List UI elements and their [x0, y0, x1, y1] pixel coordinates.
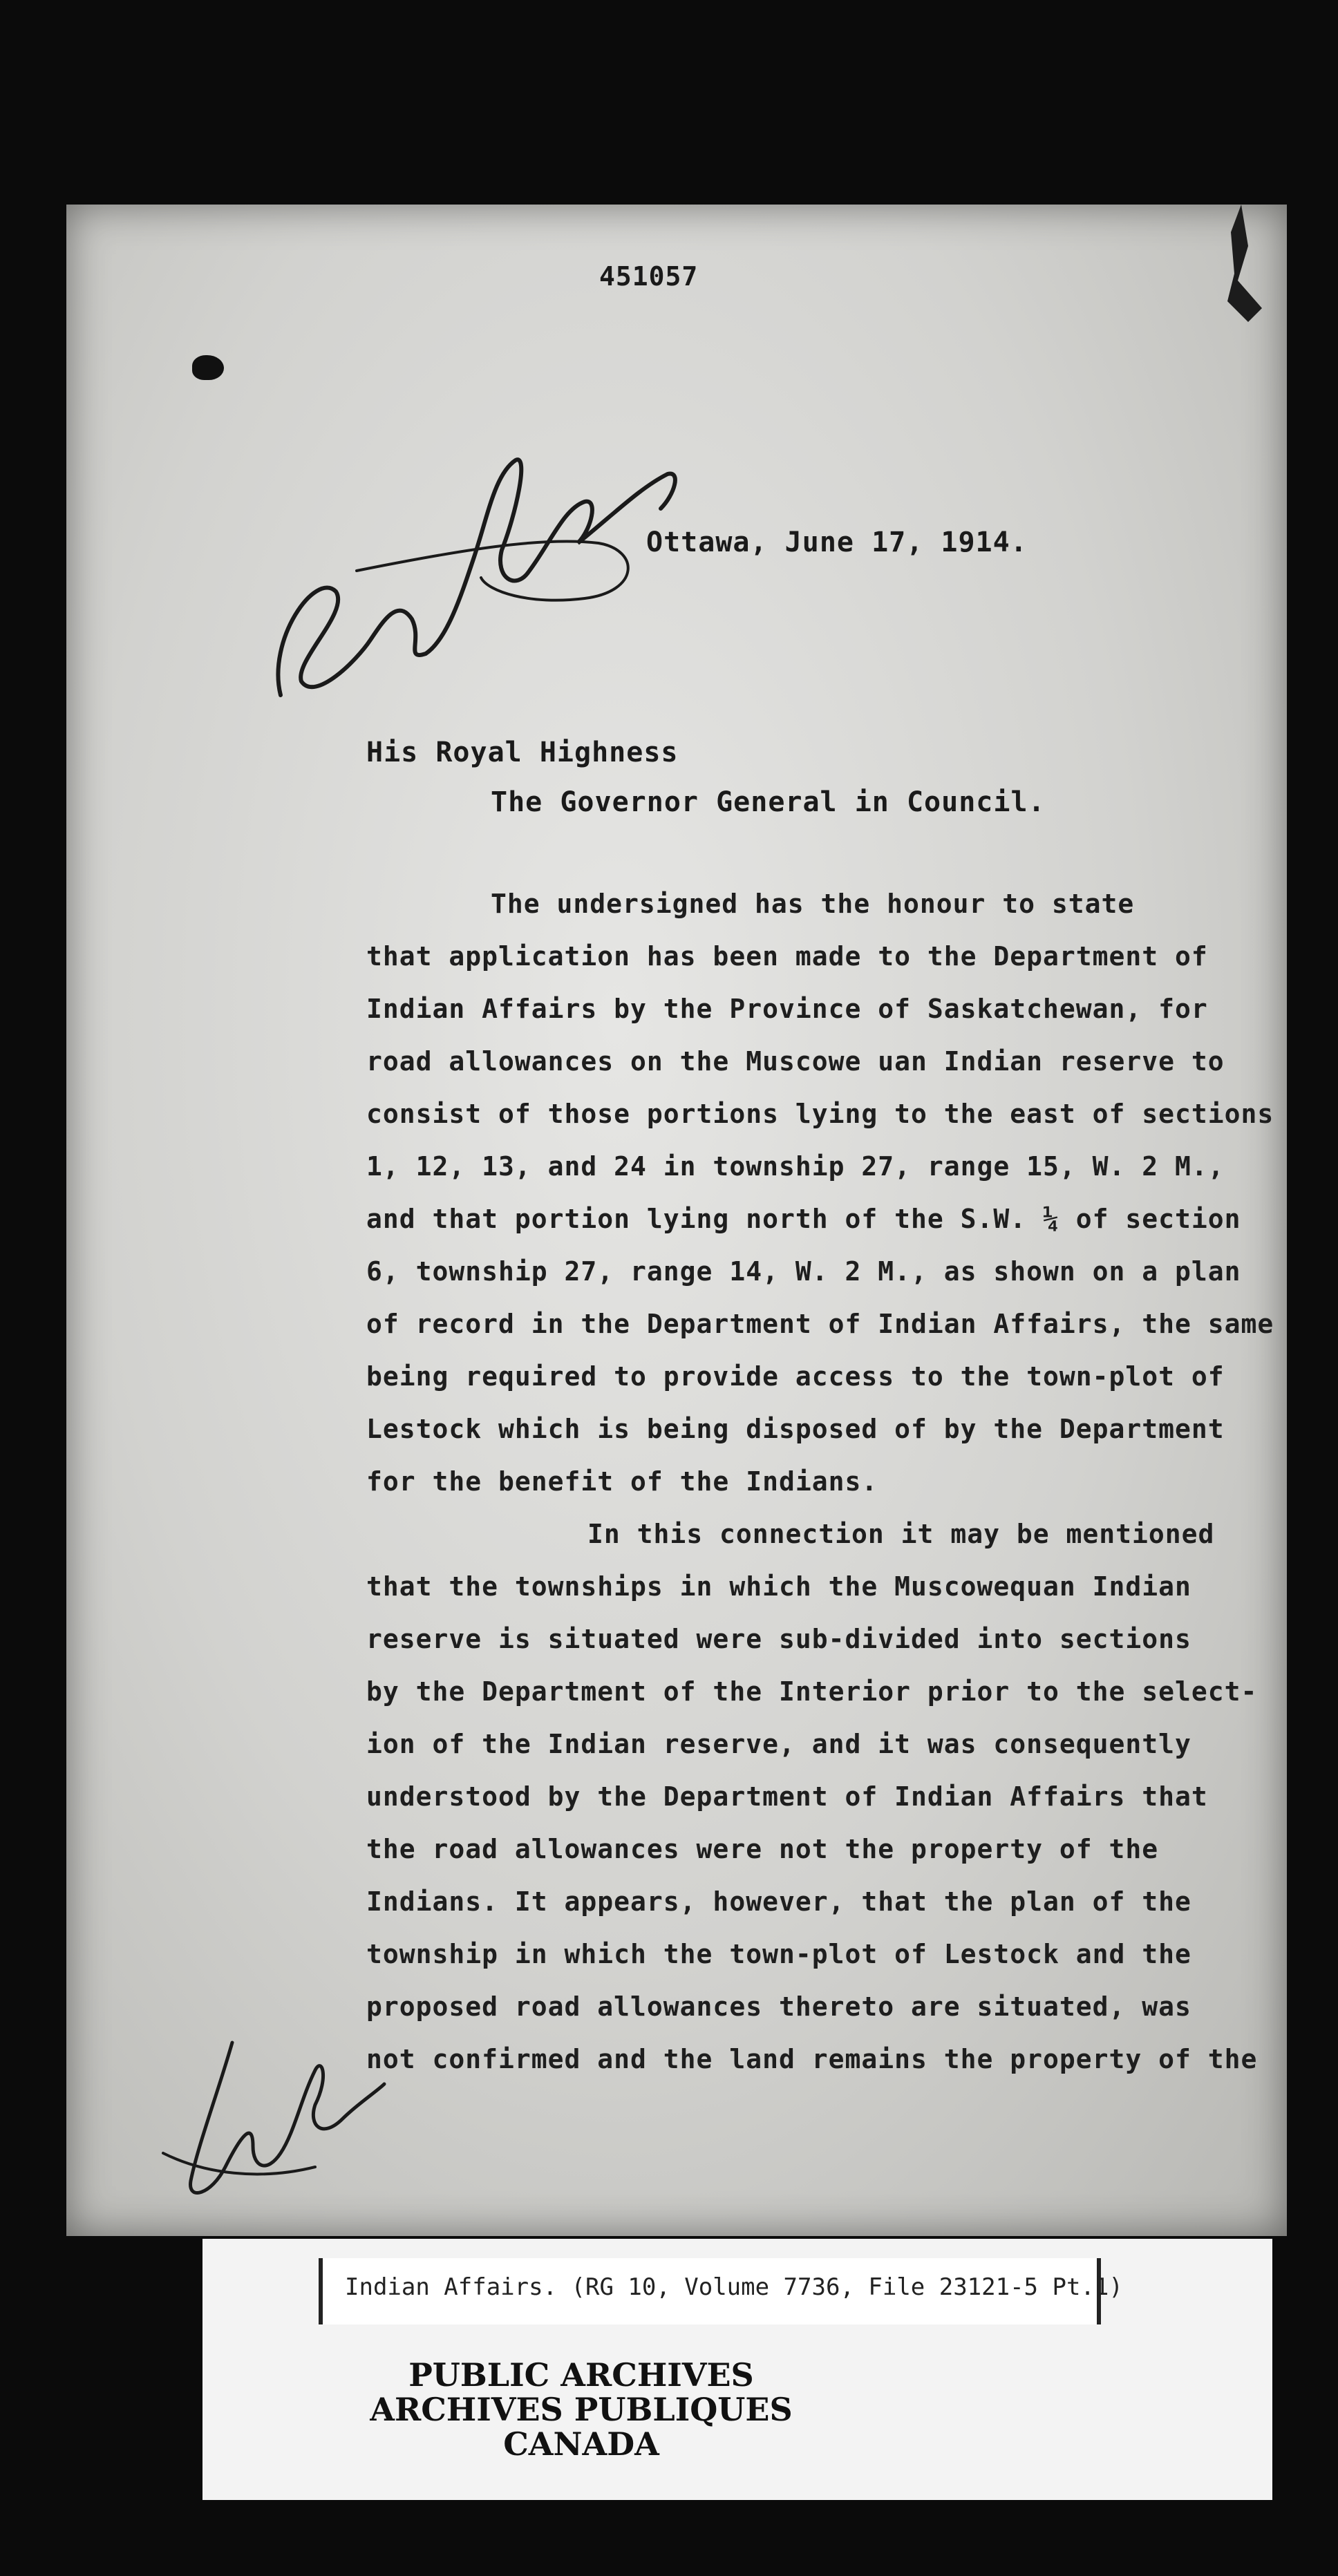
body-line: being required to provide access to the town-plot of [366, 1361, 1225, 1392]
body-line: road allowances on the Muscowe uan Indian reserve to [366, 1046, 1225, 1077]
body-line: proposed road allowances thereto are situated, was [366, 1991, 1191, 2022]
archive-citation: Indian Affairs. (RG 10, Volume 7736, File 23121-5 Pt.1) [345, 2273, 1123, 2301]
file-number: 451057 [599, 261, 699, 292]
citation-slip [319, 2258, 1123, 2324]
body-line: reserve is situated were sub-divided into sections [366, 1624, 1191, 1654]
body-line: township in which the town-plot of Lestock and the [366, 1939, 1191, 1969]
body-line: by the Department of the Interior prior to the select- [366, 1676, 1258, 1707]
body-line: consist of those portions lying to the east of sections [366, 1099, 1274, 1129]
addressee-line-2: The Governor General in Council. [491, 786, 1046, 818]
archives-country: CANADA [503, 2425, 659, 2463]
body-line: that application has been made to the Department of [366, 941, 1208, 972]
body-line: not confirmed and the land remains the property of the [366, 2044, 1258, 2074]
archives-stamp [202, 2358, 960, 2461]
body-line: for the benefit of the Indians. [366, 1466, 878, 1497]
archive-label [202, 2239, 1272, 2500]
document-page [66, 205, 1287, 2236]
body-line: of record in the Department of Indian Affairs, the same [366, 1309, 1274, 1339]
body-line: that the townships in which the Muscowequan Indian [366, 1571, 1191, 1602]
body-line: 1, 12, 13, and 24 in township 27, range 15, W. 2 M., [366, 1151, 1225, 1182]
body-line: understood by the Department of Indian Affairs that [366, 1781, 1208, 1812]
addressee-line-1: His Royal Highness [366, 737, 679, 768]
body-line: and that portion lying north of the S.W. ¼ of section [366, 1204, 1241, 1234]
body-line: Lestock which is being disposed of by the Department [366, 1414, 1225, 1444]
ink-smudge [192, 355, 224, 380]
body-line: In this connection it may be mentioned [587, 1519, 1215, 1549]
body-line: ion of the Indian reserve, and it was consequently [366, 1729, 1191, 1759]
handwritten-initials [149, 2015, 398, 2222]
torn-corner-mark [1200, 205, 1283, 329]
body-line: 6, township 27, range 14, W. 2 M., as shown on a plan [366, 1256, 1241, 1287]
body-line: the road allowances were not the property of the [366, 1834, 1159, 1864]
handwritten-signature [253, 433, 751, 723]
body-line: Indians. It appears, however, that the plan of the [366, 1886, 1191, 1917]
body-line: The undersigned has the honour to state [491, 889, 1135, 919]
body-line: Indian Affairs by the Province of Saskatchewan, for [366, 994, 1208, 1024]
letter-date: Ottawa, June 17, 1914. [646, 527, 1028, 558]
archives-name-en: PUBLIC ARCHIVES [408, 2356, 754, 2394]
archives-name-fr: ARCHIVES PUBLIQUES [370, 2391, 793, 2428]
